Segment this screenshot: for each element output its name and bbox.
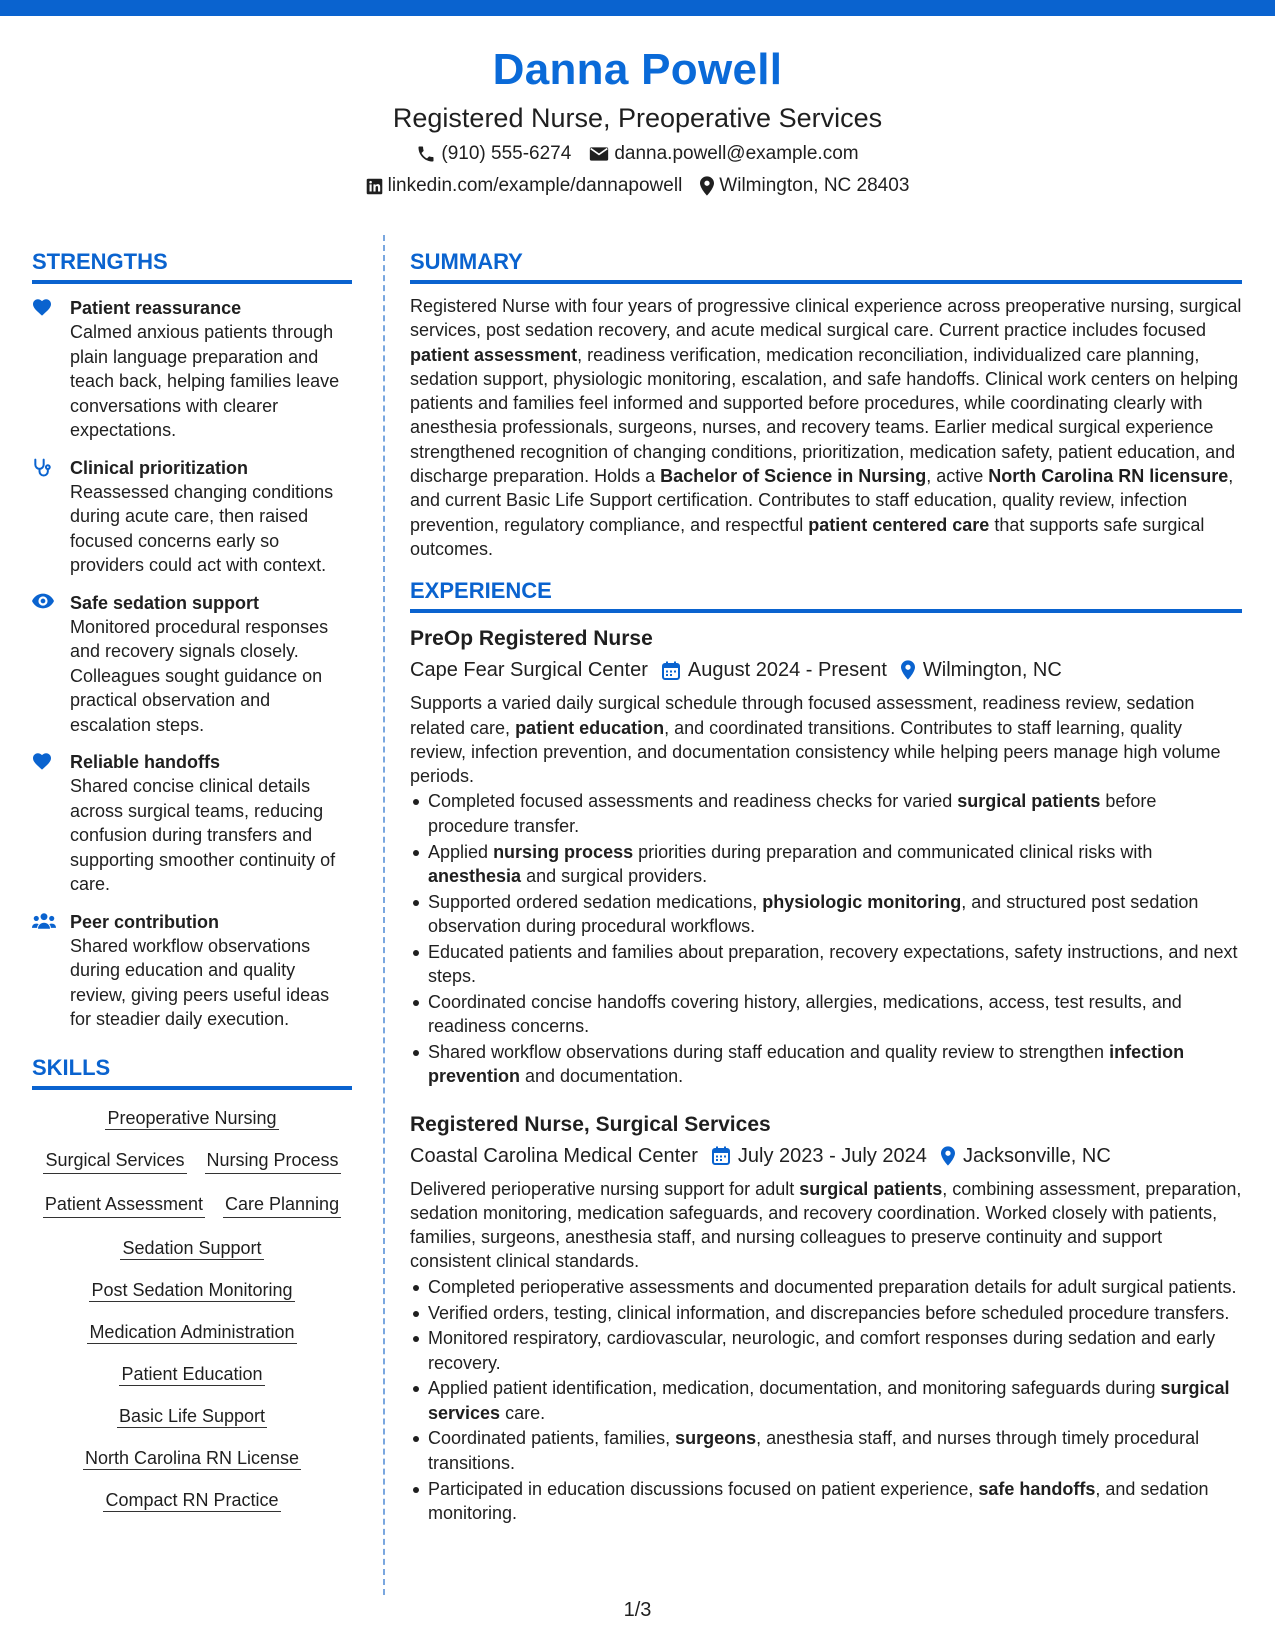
strength-text: Shared workflow observations during education and quality review, giving peers useful ideas for steadier daily execution. xyxy=(70,935,330,1029)
skill-row xyxy=(32,1446,352,1470)
envelope-icon xyxy=(589,146,609,162)
calendar-icon xyxy=(662,661,680,680)
strength-title: Peer contribution xyxy=(70,911,220,932)
summary-text: Registered Nurse with four years of progressive clinical experience across preoperative nursing, surgical services, post sedation recovery, and acute medical surgical care. Current practice includes focused patient assessment, readiness verification, medication reconciliation, individualized care planning, sedation support, physiologic monitoring, escalation, and safe handoffs. Clinical work centers on helping patients and families feel informed and supported before procedures, while coordinating clearly with anesthesia professionals, surgeons, nurses, and recovery teams. Earlier medical surgical experience strengthened recognition of changing conditions, prioritization, medication safety, patient education, and discharge preparation. Holds a Bachelor of Science in Nursing, active North Carolina RN licensure, and current Basic Life Support certification. Contributes to staff education, quality review, infection prevention, regulatory compliance, and respectful patient centered care that supports safe surgical outcomes. xyxy=(410,296,1242,559)
skill-tag: Basic Life Support xyxy=(118,1405,266,1426)
bullet-item: Completed focused assessments and readiness checks for varied surgical patients before procedure transfer. xyxy=(410,789,1242,838)
skill-row xyxy=(32,1106,352,1130)
company-name: Coastal Carolina Medical Center xyxy=(410,1144,698,1167)
bullet-item: Coordinated patients, families, surgeons, anesthesia staff, and nurses through timely procedural transitions. xyxy=(410,1426,1242,1475)
skill-tag: Patient Assessment xyxy=(43,1192,205,1218)
top-accent-bar xyxy=(0,0,1275,16)
summary-heading: SUMMARY xyxy=(410,248,1242,284)
skill-row xyxy=(32,1278,352,1302)
skill-row xyxy=(32,1320,352,1344)
skill-tag: Compact RN Practice xyxy=(105,1489,279,1510)
skill-tag: Preoperative Nursing xyxy=(107,1107,277,1128)
job-description: Supports a varied daily surgical schedule through focused assessment, readiness review, sedation related care, patient education, and coordinated transitions. Contributes to staff learning, quality review, infection prevention, and documentation consistency while helping peers manage high volume periods. xyxy=(410,693,1221,787)
skill-tag: Surgical Services xyxy=(43,1148,186,1174)
skill-tag: Sedation Support xyxy=(122,1237,262,1258)
strength-item xyxy=(32,910,352,1032)
job-bullets xyxy=(410,789,1242,1088)
skills-list xyxy=(32,1106,352,1512)
job-title: PreOp Registered Nurse xyxy=(410,627,653,651)
company-name: Cape Fear Surgical Center xyxy=(410,659,648,682)
skill-tag: Care Planning xyxy=(223,1192,341,1218)
strength-text: Calmed anxious patients through plain language preparation and teach back, helping families leave conversations with clearer expectations. xyxy=(70,322,340,440)
bullet-item: Participated in education discussions focused on patient experience, safe handoffs, and sedation monitoring. xyxy=(410,1477,1242,1526)
left-column xyxy=(32,248,352,1512)
bullet-item: Shared workflow observations during staff education and quality review to strengthen infection prevention and documentation. xyxy=(410,1040,1242,1089)
strengths-heading: STRENGTHS xyxy=(32,248,352,284)
skill-tag: North Carolina RN License xyxy=(84,1447,300,1468)
strength-text: Reassessed changing conditions during acute care, then raised focused concerns early so providers could act with context. xyxy=(70,481,334,575)
location-contact xyxy=(700,174,909,198)
map-pin-icon xyxy=(941,1146,955,1166)
map-pin-icon xyxy=(901,660,915,680)
linkedin-contact[interactable] xyxy=(366,174,683,198)
skill-row xyxy=(32,1488,352,1512)
contact-row-1 xyxy=(0,142,1275,166)
job-location: Wilmington, NC xyxy=(922,659,1062,682)
job-title: Registered Nurse, Surgical Services xyxy=(410,1112,771,1136)
job-entry xyxy=(410,1111,1242,1526)
resume-header xyxy=(0,40,1275,198)
email-text: danna.powell@example.com xyxy=(614,143,859,164)
linkedin-text: linkedin.com/example/dannapowell xyxy=(387,175,683,196)
email-contact[interactable] xyxy=(589,142,858,166)
bullet-item: Applied nursing process priorities during preparation and communicated clinical risks with anesthesia and surgical providers. xyxy=(410,840,1242,889)
bullet-item: Verified orders, testing, clinical information, and discrepancies before scheduled procedure transfers. xyxy=(410,1301,1242,1325)
experience-section xyxy=(410,577,1242,1525)
bullet-item: Supported ordered sedation medications, physiologic monitoring, and structured post sedation observation during procedural workflows. xyxy=(410,890,1242,939)
job-dates: July 2023 - July 2024 xyxy=(737,1144,927,1167)
strength-title: Clinical prioritization xyxy=(70,457,249,478)
right-column xyxy=(410,248,1242,1527)
heart-icon xyxy=(32,296,56,443)
experience-heading: EXPERIENCE xyxy=(410,577,1242,613)
phone-text: (910) 555-6274 xyxy=(441,143,572,164)
skill-tag: Post Sedation Monitoring xyxy=(91,1279,293,1300)
bullet-item: Applied patient identification, medication, documentation, and monitoring safeguards during surgical services care. xyxy=(410,1376,1242,1425)
job-meta xyxy=(410,1141,1242,1171)
stethoscope-icon xyxy=(32,456,56,578)
phone-contact[interactable] xyxy=(416,142,571,166)
skill-tag: Medication Administration xyxy=(89,1321,295,1342)
column-divider xyxy=(383,235,385,1595)
strength-item xyxy=(32,296,352,443)
map-pin-icon xyxy=(700,176,714,196)
skill-row xyxy=(32,1236,352,1260)
phone-icon xyxy=(416,144,436,164)
bullet-item: Educated patients and families about preparation, recovery expectations, safety instructions, and next steps. xyxy=(410,940,1242,989)
strength-text: Shared concise clinical details across surgical teams, reducing confusion during transfers and supporting smoother continuity of care. xyxy=(70,776,336,894)
calendar-icon xyxy=(712,1146,730,1165)
strength-item xyxy=(32,750,352,897)
strengths-list xyxy=(32,296,352,1032)
job-dates: August 2024 - Present xyxy=(687,659,887,682)
strength-title: Reliable handoffs xyxy=(70,752,221,772)
skill-tag: Nursing Process xyxy=(205,1148,341,1174)
bullet-item: Monitored respiratory, cardiovascular, neurologic, and comfort responses during sedation and early recovery. xyxy=(410,1326,1242,1375)
eye-icon xyxy=(32,591,56,738)
skill-row xyxy=(32,1404,352,1428)
bullet-item: Completed perioperative assessments and documented preparation details for adult surgical patients. xyxy=(410,1275,1242,1299)
users-icon xyxy=(32,910,56,1032)
contact-row-2 xyxy=(0,174,1275,198)
skill-tag: Patient Education xyxy=(121,1363,263,1384)
skill-row xyxy=(32,1362,352,1386)
skills-section xyxy=(32,1054,352,1512)
job-location: Jacksonville, NC xyxy=(962,1144,1111,1167)
linkedin-icon xyxy=(366,178,383,195)
job-description: Delivered perioperative nursing support for adult surgical patients, combining assessment, preparation, sedation monitoring, medication safeguards, and recovery coordination. Worked closely with patients, families, surgeons, anesthesia staff, and nursing colleagues to preserve continuity and support consistent clinical standards. xyxy=(410,1178,1242,1272)
skills-heading: SKILLS xyxy=(32,1054,352,1090)
job-entry xyxy=(410,625,1242,1088)
location-text: Wilmington, NC 28403 xyxy=(719,175,910,196)
strength-text: Monitored procedural responses and recovery signals closely. Colleagues sought guidance on practical observation and escalation steps. xyxy=(70,616,329,735)
strength-item xyxy=(32,456,352,578)
candidate-name: Danna Powell xyxy=(492,45,783,94)
strength-item xyxy=(32,591,352,738)
page-number: 1/3 xyxy=(623,1599,652,1621)
strength-title: Safe sedation support xyxy=(70,592,260,613)
job-meta xyxy=(410,655,1242,685)
job-bullets xyxy=(410,1275,1242,1525)
heart-icon xyxy=(32,750,56,897)
bullet-item: Coordinated concise handoffs covering history, allergies, medications, access, test results, and readiness concerns. xyxy=(410,990,1242,1039)
candidate-title: Registered Nurse, Preoperative Services xyxy=(392,103,883,133)
strength-title: Patient reassurance xyxy=(70,298,242,318)
